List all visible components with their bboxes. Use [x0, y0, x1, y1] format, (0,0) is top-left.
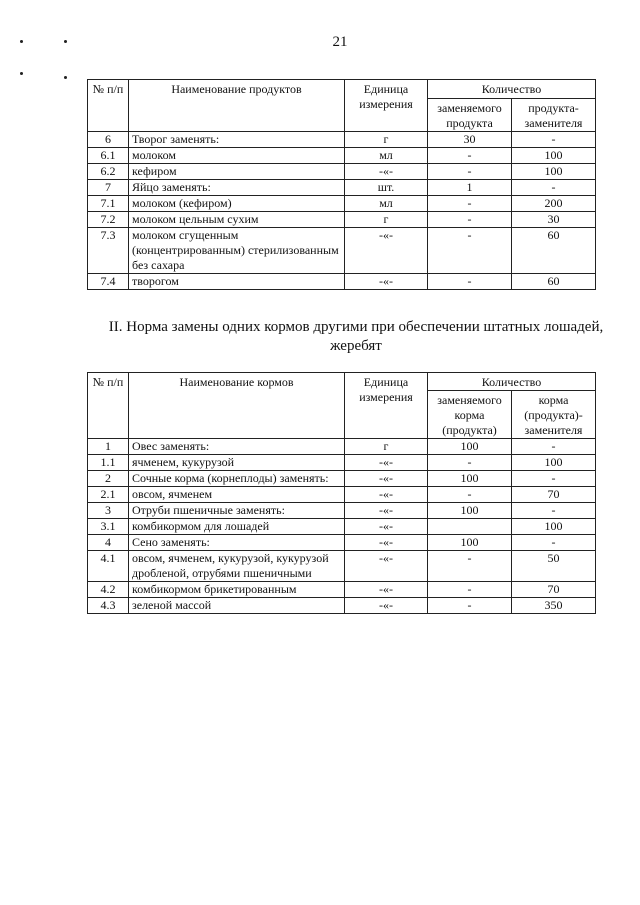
row-replaced: [428, 519, 512, 535]
row-replaced: -: [428, 598, 512, 614]
row-number: 6.2: [88, 164, 129, 180]
row-replaced: -: [428, 228, 512, 274]
row-replaced: 1: [428, 180, 512, 196]
row-replaced: 100: [428, 471, 512, 487]
table-row: [88, 455, 596, 471]
row-unit: -«-: [345, 455, 428, 471]
header-replaced: заменяемого корма (продукта): [428, 391, 512, 439]
row-replacing: 60: [512, 228, 596, 274]
table-row: [88, 503, 596, 519]
header-quantity: Количество: [428, 373, 596, 391]
row-replaced: -: [428, 582, 512, 598]
row-replaced: -: [428, 551, 512, 582]
row-replacing: -: [512, 439, 596, 455]
row-number: 3: [88, 503, 129, 519]
header-unit: Единица измерения: [345, 373, 428, 439]
row-name: комбикормом брикетированным: [129, 582, 345, 598]
row-name: Сено заменять:: [129, 535, 345, 551]
products-replacement-table: [87, 79, 596, 290]
header-unit: Единица измерения: [345, 80, 428, 132]
row-number: 6: [88, 132, 129, 148]
table-row: [88, 180, 596, 196]
row-name: творогом: [129, 274, 345, 290]
row-unit: -«-: [345, 471, 428, 487]
row-unit: г: [345, 132, 428, 148]
row-number: 1: [88, 439, 129, 455]
table-row: [88, 212, 596, 228]
row-name: Отруби пшеничные заменять:: [129, 503, 345, 519]
table-row: [88, 274, 596, 290]
header-replacing: корма (продукта)-заменителя: [512, 391, 596, 439]
row-replacing: 30: [512, 212, 596, 228]
header-number: № п/п: [88, 373, 129, 439]
row-unit: шт.: [345, 180, 428, 196]
row-name: молоком (кефиром): [129, 196, 345, 212]
row-number: 4.2: [88, 582, 129, 598]
row-unit: -«-: [345, 598, 428, 614]
row-replaced: -: [428, 212, 512, 228]
scan-dot: [20, 72, 23, 75]
row-number: 2: [88, 471, 129, 487]
row-replaced: -: [428, 164, 512, 180]
row-number: 7.2: [88, 212, 129, 228]
row-unit: -«-: [345, 582, 428, 598]
row-name: Сочные корма (корнеплоды) заменять:: [129, 471, 345, 487]
row-number: 6.1: [88, 148, 129, 164]
table-row: [88, 196, 596, 212]
table-row: [88, 228, 596, 274]
row-replaced: 100: [428, 535, 512, 551]
row-name: комбикормом для лошадей: [129, 519, 345, 535]
row-replacing: -: [512, 535, 596, 551]
header-replacing: продукта-заменителя: [512, 99, 596, 132]
row-replaced: -: [428, 455, 512, 471]
row-replacing: 100: [512, 519, 596, 535]
row-unit: мл: [345, 196, 428, 212]
row-replacing: -: [512, 471, 596, 487]
table-row: [88, 487, 596, 503]
row-replaced: 100: [428, 503, 512, 519]
row-unit: г: [345, 212, 428, 228]
row-unit: -«-: [345, 519, 428, 535]
row-number: 4: [88, 535, 129, 551]
row-name: зеленой массой: [129, 598, 345, 614]
row-number: 7.3: [88, 228, 129, 274]
row-replacing: -: [512, 132, 596, 148]
row-name: молоком цельным сухим: [129, 212, 345, 228]
row-unit: -«-: [345, 551, 428, 582]
row-number: 4.3: [88, 598, 129, 614]
row-number: 2.1: [88, 487, 129, 503]
table-row: [88, 519, 596, 535]
scan-dot: [64, 76, 67, 79]
row-name: Овес заменять:: [129, 439, 345, 455]
page-number: 21: [332, 34, 348, 50]
header-name: Наименование кормов: [129, 373, 345, 439]
table-row: [88, 582, 596, 598]
header-replaced: заменяемого продукта: [428, 99, 512, 132]
table-row: [88, 551, 596, 582]
row-replaced: -: [428, 148, 512, 164]
section-title: II. Норма замены одних кормов другими при обеспечении штатных лошадей, жеребят: [108, 319, 604, 354]
row-number: 3.1: [88, 519, 129, 535]
row-replaced: -: [428, 196, 512, 212]
row-replacing: 60: [512, 274, 596, 290]
row-unit: -«-: [345, 274, 428, 290]
row-number: 7.4: [88, 274, 129, 290]
row-replacing: 50: [512, 551, 596, 582]
row-number: 1.1: [88, 455, 129, 471]
row-number: 4.1: [88, 551, 129, 582]
row-replaced: -: [428, 487, 512, 503]
table-row: [88, 132, 596, 148]
row-replacing: -: [512, 503, 596, 519]
row-unit: -«-: [345, 228, 428, 274]
table-row: [88, 471, 596, 487]
table-row: [88, 164, 596, 180]
row-unit: мл: [345, 148, 428, 164]
row-number: 7.1: [88, 196, 129, 212]
row-replacing: 70: [512, 487, 596, 503]
table-row: [88, 439, 596, 455]
header-name: Наименование продуктов: [129, 80, 345, 132]
row-name: кефиром: [129, 164, 345, 180]
row-unit: -«-: [345, 503, 428, 519]
row-name: овсом, ячменем: [129, 487, 345, 503]
row-replacing: 100: [512, 148, 596, 164]
row-replacing: 100: [512, 164, 596, 180]
table-row: [88, 598, 596, 614]
row-unit: -«-: [345, 535, 428, 551]
table-row: [88, 535, 596, 551]
row-replaced: 30: [428, 132, 512, 148]
row-unit: -«-: [345, 164, 428, 180]
header-number: № п/п: [88, 80, 129, 132]
row-unit: г: [345, 439, 428, 455]
feed-replacement-table: [87, 372, 596, 614]
row-replacing: 200: [512, 196, 596, 212]
row-replacing: 350: [512, 598, 596, 614]
row-name: Яйцо заменять:: [129, 180, 345, 196]
row-replacing: 100: [512, 455, 596, 471]
row-name: молоком: [129, 148, 345, 164]
row-number: 7: [88, 180, 129, 196]
header-quantity: Количество: [428, 80, 596, 99]
row-name: овсом, ячменем, кукурузой, кукурузой дробленой, отрубями пшеничными: [129, 551, 345, 582]
row-replaced: 100: [428, 439, 512, 455]
row-replacing: 70: [512, 582, 596, 598]
row-replacing: -: [512, 180, 596, 196]
row-name: молоком сгущенным (концентрированным) стерилизованным без сахара: [129, 228, 345, 274]
row-replaced: -: [428, 274, 512, 290]
table-row: [88, 148, 596, 164]
row-name: ячменем, кукурузой: [129, 455, 345, 471]
row-unit: -«-: [345, 487, 428, 503]
row-name: Творог заменять:: [129, 132, 345, 148]
